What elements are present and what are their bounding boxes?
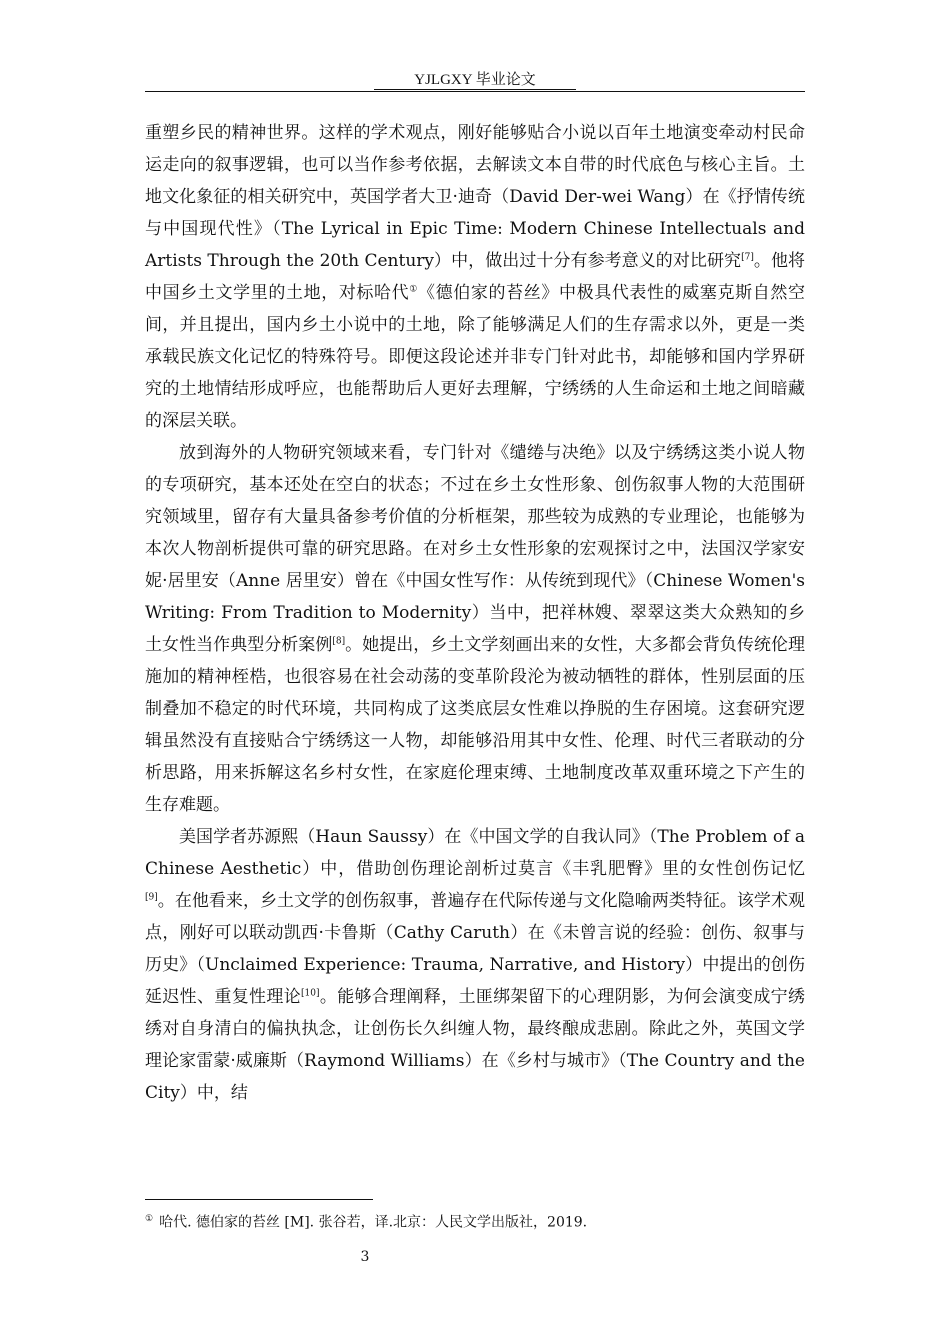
footnote-separator	[145, 1199, 373, 1200]
text-run: 重塑乡民的精神世界。这样的学术观点，刚好能够贴合小说以百年土地演变牵动村民命运走向的叙事逻辑，也可以当作参考依据，去解读文本自带的时代底色与核心主旨。土地文化象征的相关研究中，英国学者大卫·迪奇（David Der-wei Wang）在《抒情传统与中国现代性》（The Lyrical in Epic Time: Modern Chinese Intellectuals and Artists Through the 20th Century）中，做出过十分有参考意义的对比研究	[145, 123, 805, 271]
paragraph-2	[145, 437, 805, 821]
footnote-mark: ①	[145, 1214, 154, 1224]
citation-mark: [9]	[145, 892, 158, 903]
citation-mark: ①	[409, 284, 418, 295]
header-title: YJLGXY 毕业论文	[374, 72, 576, 90]
citation-mark: [10]	[301, 988, 320, 999]
header-rule	[145, 91, 805, 92]
paragraph-3	[145, 821, 805, 1109]
footnote-text: 哈代. 德伯家的苔丝 [M]. 张谷若，译.北京：人民文学出版社，2019.	[159, 1214, 588, 1231]
paragraph-1	[145, 117, 805, 437]
citation-mark: [8]	[332, 636, 346, 647]
text-run: 放到海外的人物研究领域来看，专门针对《缱绻与决绝》以及宁绣绣这类小说人物的专项研究，基本还处在空白的状态；不过在乡土女性形象、创伤叙事人物的大范围研究领域里，留存有大量具备参考价值的分析框架，那些较为成熟的专业理论，也能够为本次人物剖析提供可靠的研究思路。在对乡土女性形象的宏观探讨之中，法国汉学家安妮·居里安（Anne 居里安）曾在《中国女性写作：从传统到现代》（Chinese Women's Writing: From Tradition to Modernity）当中，把祥林嫂、翠翠这类大众熟知的乡土女性当作典型分析案例	[145, 443, 805, 655]
footnote	[145, 1209, 805, 1233]
text-run: 。她提出，乡土文学刻画出来的女性，大多都会背负传统伦理施加的精神桎梏，也很容易在社会动荡的变革阶段沦为被动牺牲的群体，性别层面的压制叠加不稳定的时代环境，共同构成了这类底层女性难以挣脱的生存困境。这套研究逻辑虽然没有直接贴合宁绣绣这一人物，却能够沿用其中女性、伦理、时代三者联动的分析思路，用来拆解这名乡村女性，在家庭伦理束缚、土地制度改革双重环境之下产生的生存难题。	[145, 635, 806, 815]
text-run: 美国学者苏源熙（Haun Saussy）在《中国文学的自我认同》（The Problem of a Chinese Aesthetic）中，借助创伤理论剖析过莫言《丰乳肥臀》里的女性创伤记忆	[145, 827, 805, 879]
text-run: 。能够合理阐释，土匪绑架留下的心理阴影，为何会演变成宁绣绣对自身清白的偏执执念，让创伤长久纠缠人物，最终酿成悲剧。除此之外，英国文学理论家雷蒙·威廉斯（Raymond Williams）在《乡村与城市》（The Country and the City）中，结	[145, 987, 806, 1103]
citation-mark: [7]	[741, 252, 754, 263]
body-text	[145, 117, 805, 1109]
text-run: 《德伯家的苔丝》中极具代表性的威塞克斯自然空间，并且提出，国内乡土小说中的土地，除了能够满足人们的生存需求以外，更是一类承载民族文化记忆的特殊符号。即便这段论述并非专门针对此书，却能够和国内学界研究的土地情结形成呼应，也能帮助后人更好去理解，宁绣绣的人生命运和土地之间暗藏的深层关联。	[145, 283, 806, 431]
text-run: 。他将中国乡土文学里的土地，对标哈代	[145, 251, 805, 303]
running-header	[145, 70, 805, 92]
text-run: 。在他看来，乡土文学的创伤叙事，普遍存在代际传递与文化隐喻两类特征。该学术观点，刚好可以联动凯西·卡鲁斯（Cathy Caruth）在《未曾言说的经验：创伤、叙事与历史》（Unclaimed Experience: Trauma, Narrative, and History）中提出的创伤延迟性、重复性理论	[145, 891, 805, 1007]
page-number: 3	[360, 1249, 370, 1265]
